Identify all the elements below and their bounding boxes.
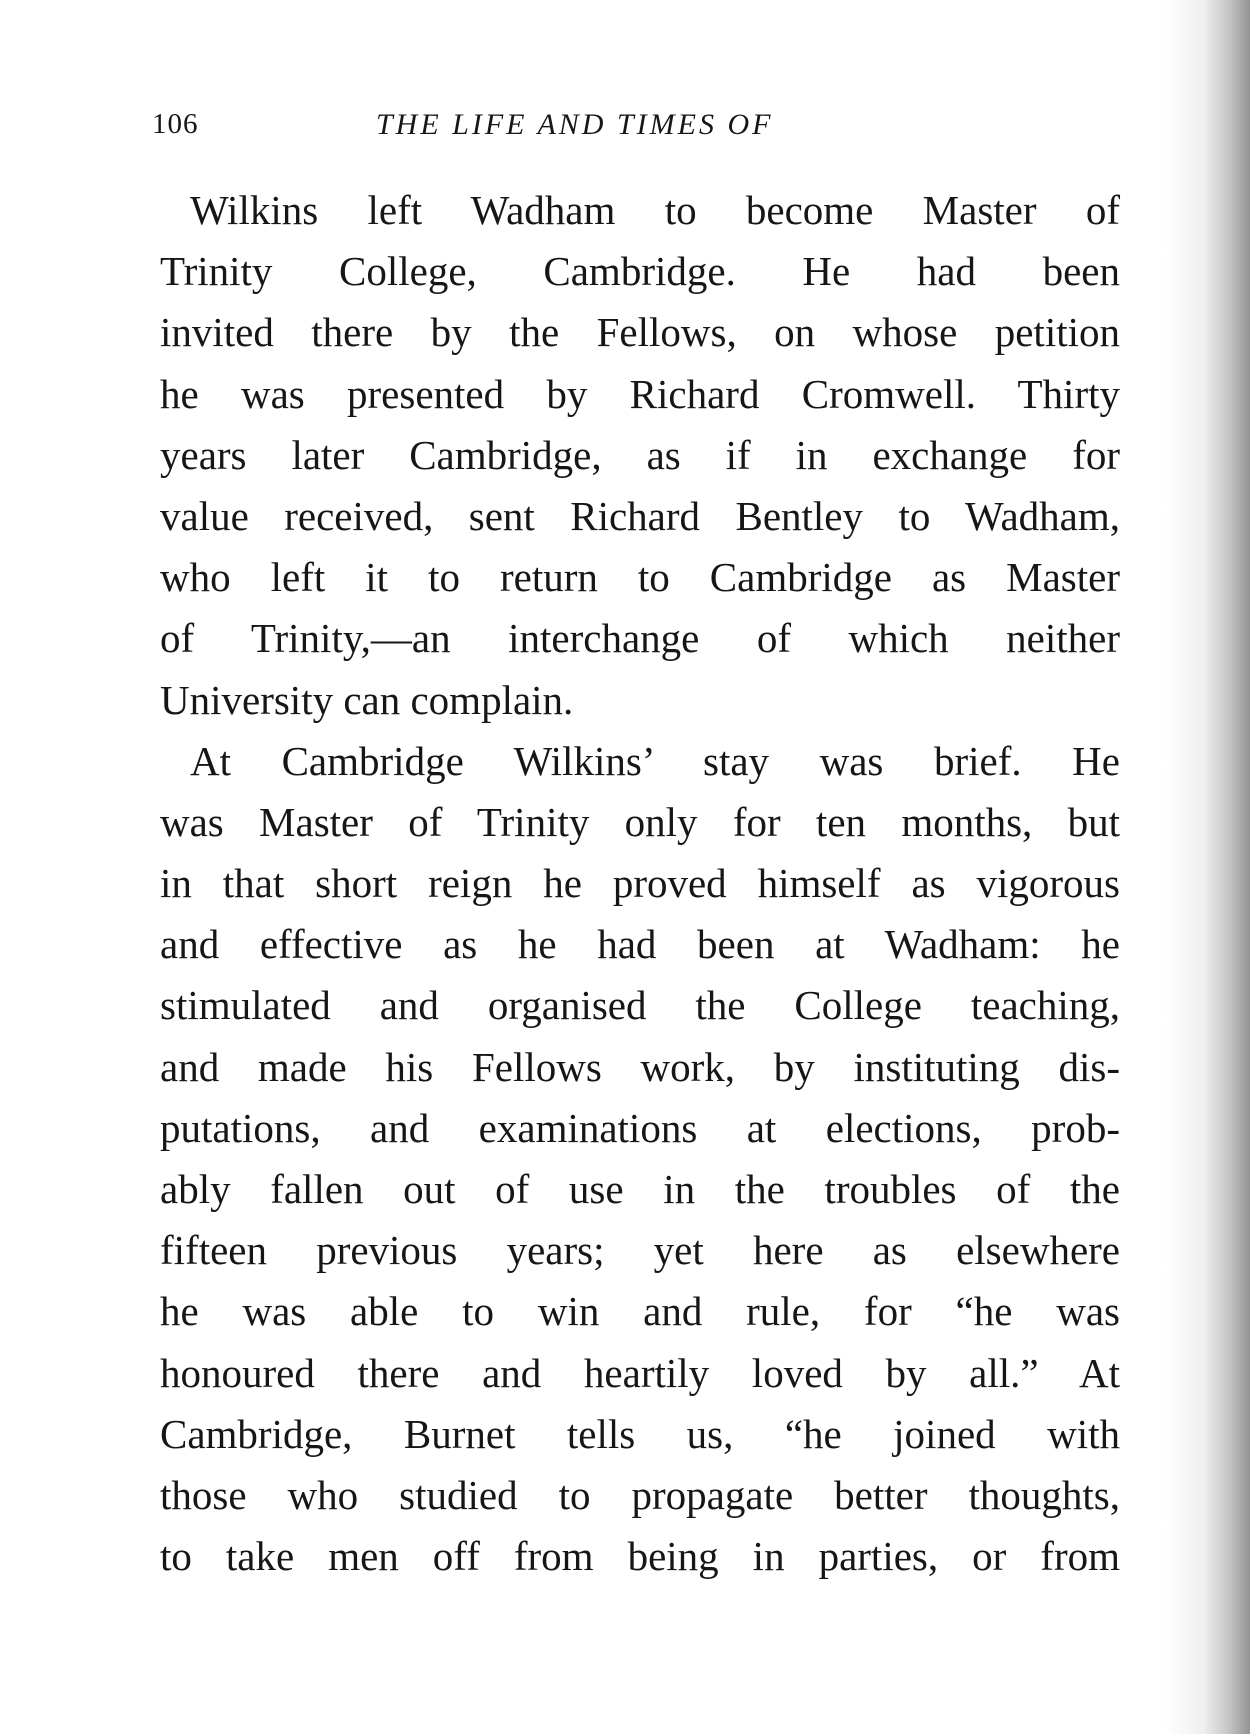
text-line: ably fallen out of use in the troubles of the <box>160 1166 1120 1212</box>
text-line: he was able to win and rule, for “he was <box>160 1288 1120 1335</box>
text-line: At Cambridge Wilkins’ stay was brief. He <box>190 737 1120 784</box>
text-line: Trinity College, Cambridge. He had been <box>160 248 1120 295</box>
page-header <box>152 108 912 152</box>
text-line: University can complain. <box>160 676 574 723</box>
text-line: value received, sent Richard Bentley to Wadham, <box>160 492 1120 539</box>
text-line: fifteen previous years; yet here as elsewhere <box>160 1227 1120 1274</box>
text-line: of Trinity,—an interchange of which neither <box>160 615 1120 662</box>
body-text <box>160 180 1120 1587</box>
text-line: Wilkins left Wadham to become Master of <box>190 187 1120 233</box>
text-line: and made his Fellows work, by instituting dis- <box>160 1043 1120 1090</box>
page-number: 106 <box>152 108 199 140</box>
text-line: was Master of Trinity only for ten months, but <box>160 798 1120 845</box>
text-line: in that short reign he proved himself as vigorous <box>160 860 1120 907</box>
running-head: THE LIFE AND TIMES OF <box>376 108 774 141</box>
text-line: putations, and examinations at elections, prob- <box>160 1104 1120 1151</box>
text-line: Cambridge, Burnet tells us, “he joined with <box>160 1410 1120 1457</box>
text-line: and effective as he had been at Wadham: he <box>160 921 1120 968</box>
text-line: honoured there and heartily loved by all.” At <box>160 1349 1120 1396</box>
page-edge-shadow <box>1165 0 1250 1734</box>
text-line: invited there by the Fellows, on whose petition <box>160 309 1120 356</box>
text-line: who left it to return to Cambridge as Master <box>160 554 1120 601</box>
text-line: years later Cambridge, as if in exchange for <box>160 431 1120 478</box>
text-line: to take men off from being in parties, or from <box>160 1533 1120 1580</box>
text-line: those who studied to propagate better thoughts, <box>160 1471 1120 1518</box>
text-line: stimulated and organised the College teaching, <box>160 982 1120 1029</box>
text-line: he was presented by Richard Cromwell. Thirty <box>160 370 1120 417</box>
